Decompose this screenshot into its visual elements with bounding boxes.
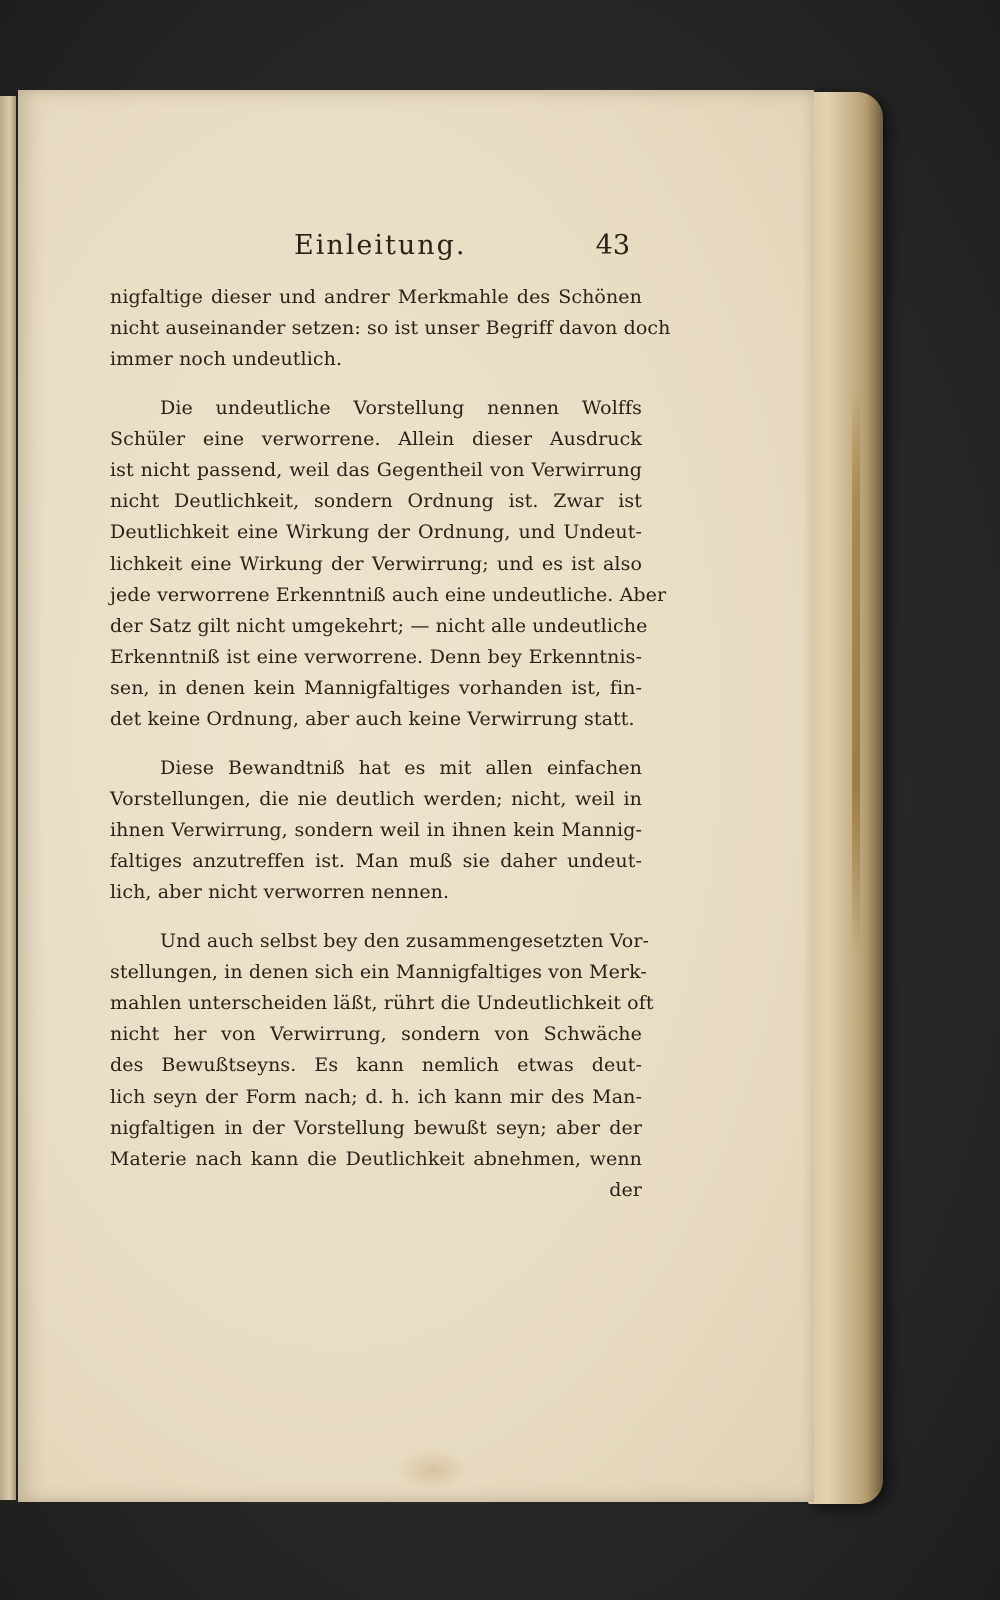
text-line: Und auch selbst bey den zusammengesetzten Vor- (160, 929, 650, 952)
text-line: ihnen Verwirrung, sondern weil in ihnen kein Mannig- (110, 819, 642, 841)
text-line: stellungen, in denen sich ein Mannigfaltiges von Merk- (110, 960, 647, 983)
text-line: nigfaltigen in der Vorstellung bewußt seyn; aber der (110, 1116, 642, 1139)
text-line: Diese Bewandtniß hat es mit allen einfachen (160, 756, 642, 779)
text-line: faltiges anzutreffen ist. Man muß sie daher undeut- (110, 850, 642, 873)
text-line: Materie nach kann die Deutlichkeit abnehmen, wenn (110, 1147, 642, 1170)
text-line: Erkenntniß ist eine verworrene. Denn bey Erkenntnis- (110, 646, 642, 669)
text-line: Deutlichkeit eine Wirkung der Ordnung, und Undeut- (110, 521, 642, 544)
page-block-edge (808, 92, 883, 1504)
paragraph-1 (110, 282, 671, 376)
text-line: sen, in denen kein Mannigfaltiges vorhanden ist, fin- (110, 677, 642, 700)
text-line: nicht Deutlichkeit, sondern Ordnung ist. Zwar ist (110, 490, 642, 513)
page-number: 43 (595, 230, 630, 261)
text-line: immer noch undeutlich. (110, 348, 343, 371)
body-text (110, 282, 671, 1206)
text-line: jede verworrene Erkenntniß auch eine undeutliche. Aber (110, 583, 667, 606)
text-line: nicht auseinander setzen: so ist unser Begriff davon doch (110, 317, 671, 340)
text-line: ist nicht passend, weil das Gegentheil von Verwirrung (110, 458, 642, 481)
paragraph-3 (110, 753, 642, 909)
paper-stain (398, 1450, 468, 1490)
paragraph-2 (110, 393, 667, 736)
previous-page-edge (0, 96, 16, 1500)
text-line: Schüler eine verworrene. Allein dieser Ausdruck (110, 427, 642, 450)
text-line: nigfaltige dieser und andrer Merkmahle des Schönen (110, 286, 642, 308)
text-line: des Bewußtseyns. Es kann nemlich etwas deut- (110, 1054, 642, 1077)
running-head (272, 230, 630, 270)
text-line: lich seyn der Form nach; d. h. ich kann mir des Man- (110, 1085, 642, 1108)
text-line: det keine Ordnung, aber auch keine Verwirrung statt. (110, 708, 635, 731)
text-line: Vorstellungen, die nie deutlich werden; nicht, weil in (110, 787, 642, 810)
text-line: der Satz gilt nicht umgekehrt; — nicht alle undeutliche (110, 614, 648, 637)
catchword: der (609, 1179, 642, 1202)
paragraph-4 (110, 926, 654, 1207)
text-line: Die undeutliche Vorstellung nennen Wolffs (160, 396, 642, 419)
running-title: Einleitung. (294, 230, 467, 261)
text-line: lichkeit eine Wirkung der Verwirrung; und es ist also (110, 552, 642, 575)
text-line: nicht her von Verwirrung, sondern von Schwäche (110, 1023, 642, 1046)
text-line: mahlen unterscheiden läßt, rührt die Undeutlichkeit oft (110, 991, 654, 1014)
text-line: lich, aber nicht verworren nennen. (110, 881, 450, 904)
